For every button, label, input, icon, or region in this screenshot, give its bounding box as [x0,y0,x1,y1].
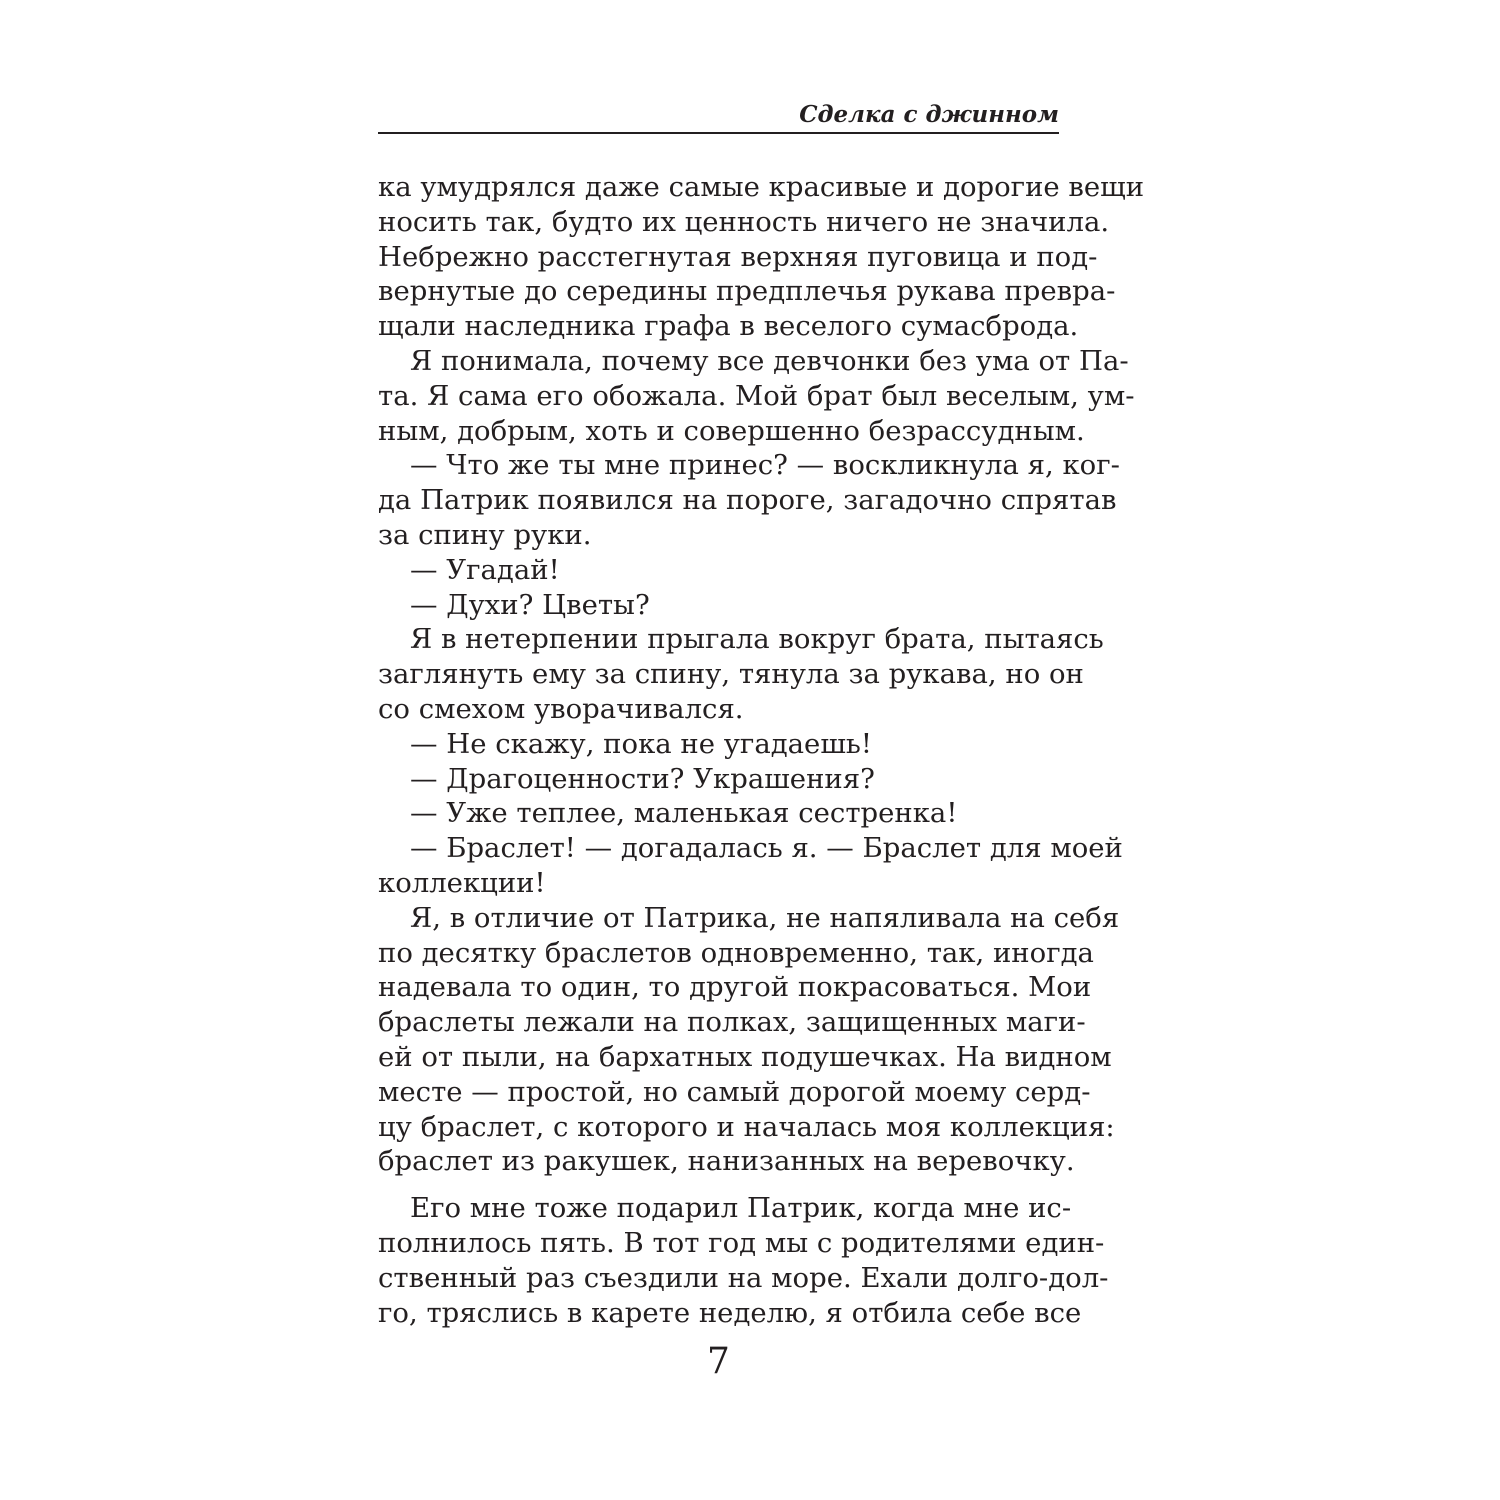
text-line: ственный раз съездили на море. Ехали долго-дол- [378,1261,1109,1294]
text-line: да Патрик появился на пороге, загадочно спрятав [378,484,1117,517]
text-line: со смехом уворачивался. [378,692,744,725]
header-rule [378,132,1059,134]
text-line: браслеты лежали на полках, защищенных маги- [378,1006,1086,1039]
text-line: Я в нетерпении прыгала вокруг брата, пытаясь [410,623,1104,656]
text-line: — Духи? Цветы? [410,588,650,621]
text-line: Небрежно расстегнутая верхняя пуговица и под- [378,240,1098,273]
text-line: заглянуть ему за спину, тянула за рукава, но он [378,658,1084,691]
text-line: цу браслет, с которого и началась моя коллекция: [378,1110,1115,1143]
text-line: щали наследника графа в веселого сумасброда. [378,310,1079,343]
text-line: полнилось пять. В тот год мы с родителями един- [378,1226,1105,1259]
text-line: носить так, будто их ценность ничего не значила. [378,205,1110,238]
text-line: го, тряслись в карете неделю, я отбила себе все [378,1296,1082,1329]
text-line: Я, в отличие от Патрика, не напяливала на себя [410,901,1120,934]
text-line: Я понимала, почему все девчонки без ума от Па- [410,344,1129,377]
text-line: та. Я сама его обожала. Мой брат был веселым, ум- [378,379,1135,412]
page-number: 7 [707,1341,730,1382]
text-line: — Не скажу, пока не угадаешь! [410,727,872,760]
text-line: ей от пыли, на бархатных подушечках. На видном [378,1040,1112,1073]
text-line: надевала то один, то другой покрасоваться. Мои [378,971,1092,1004]
text-line: вернутые до середины предплечья рукава превра- [378,275,1116,308]
running-head: Сделка с джинном [799,101,1059,128]
text-line: — Уже теплее, маленькая сестренка! [410,797,958,830]
body-text [378,170,1145,1330]
text-line: — Угадай! [410,553,560,586]
text-line: за спину руки. [378,518,592,551]
text-line: ка умудрялся даже самые красивые и дорогие вещи [378,171,1145,203]
text-line: браслет из ракушек, нанизанных на веревочку. [378,1145,1075,1178]
text-line: — Браслет! — догадалась я. — Браслет для моей [410,832,1123,865]
text-line: по десятку браслетов одновременно, так, иногда [378,936,1094,969]
text-line: месте — простой, но самый дорогой моему серд- [378,1075,1091,1108]
text-line: — Что же ты мне принес? — воскликнула я, ког- [410,449,1120,482]
text-line: — Драгоценности? Украшения? [410,762,875,795]
text-line: коллекции! [378,866,546,899]
text-line: Его мне тоже подарил Патрик, когда мне ис- [410,1192,1072,1225]
text-line: ным, добрым, хоть и совершенно безрассудным. [378,414,1085,447]
